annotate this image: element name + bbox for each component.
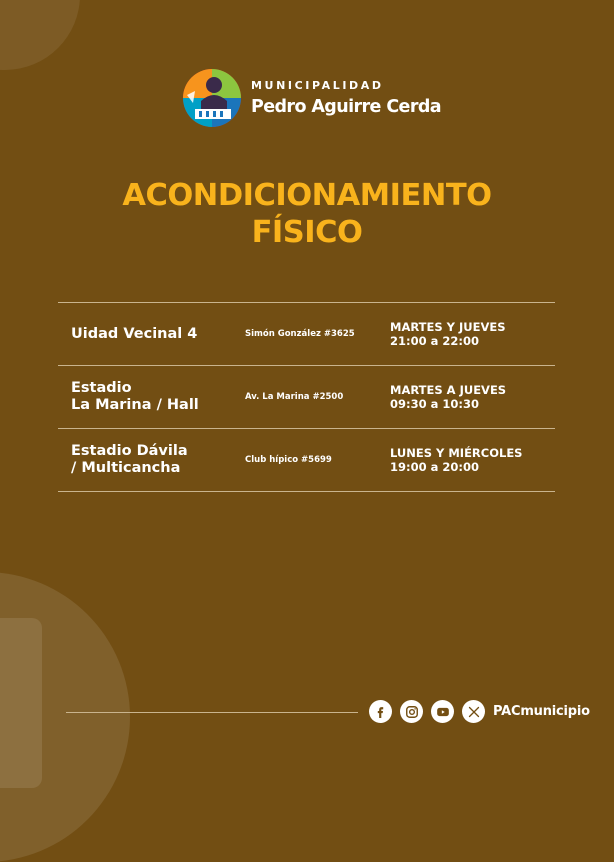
table-row <box>58 303 555 366</box>
youtube-icon[interactable] <box>431 700 454 723</box>
table-row <box>58 366 555 429</box>
municipality-logo <box>181 67 441 129</box>
schedule-days: MARTES A JUEVES <box>390 383 507 397</box>
schedule-days: MARTES Y JUEVES <box>390 320 506 334</box>
facebook-icon[interactable] <box>369 700 392 723</box>
municipality-emblem-icon <box>181 67 243 129</box>
social-bar <box>369 700 590 723</box>
place-address: Club hípico #5699 <box>245 455 332 465</box>
brand-line-2: Pedro Aguirre Cerda <box>251 96 441 117</box>
instagram-icon[interactable] <box>400 700 423 723</box>
place-name: Uidad Vecinal 4 <box>71 325 198 342</box>
brand-line-1: MUNICIPALIDAD <box>251 78 384 92</box>
footer-divider <box>66 712 358 713</box>
schedule-time <box>390 366 555 428</box>
schedule-hours: 21:00 a 22:00 <box>390 334 479 348</box>
place-name: Estadio Dávila / Multicancha <box>71 443 188 476</box>
x-icon[interactable] <box>462 700 485 723</box>
social-handle[interactable]: PACmunicipio <box>493 704 590 719</box>
schedule-hours: 09:30 a 10:30 <box>390 397 479 411</box>
place-address: Av. La Marina #2500 <box>245 392 344 402</box>
decorative-bar <box>0 618 42 788</box>
place-name: Estadio La Marina / Hall <box>71 380 199 413</box>
decorative-circle-top <box>0 0 80 70</box>
table-row <box>58 429 555 492</box>
title-line-2: FÍSICO <box>251 215 363 250</box>
schedule-time <box>390 303 555 365</box>
page-title <box>0 177 614 251</box>
title-line-1: ACONDICIONAMIENTO <box>122 178 492 213</box>
schedule-hours: 19:00 a 20:00 <box>390 460 479 474</box>
schedule-time <box>390 429 555 491</box>
schedule-days: LUNES Y MIÉRCOLES <box>390 446 523 460</box>
place-address: Simón González #3625 <box>245 329 355 339</box>
schedule-table <box>58 302 555 492</box>
